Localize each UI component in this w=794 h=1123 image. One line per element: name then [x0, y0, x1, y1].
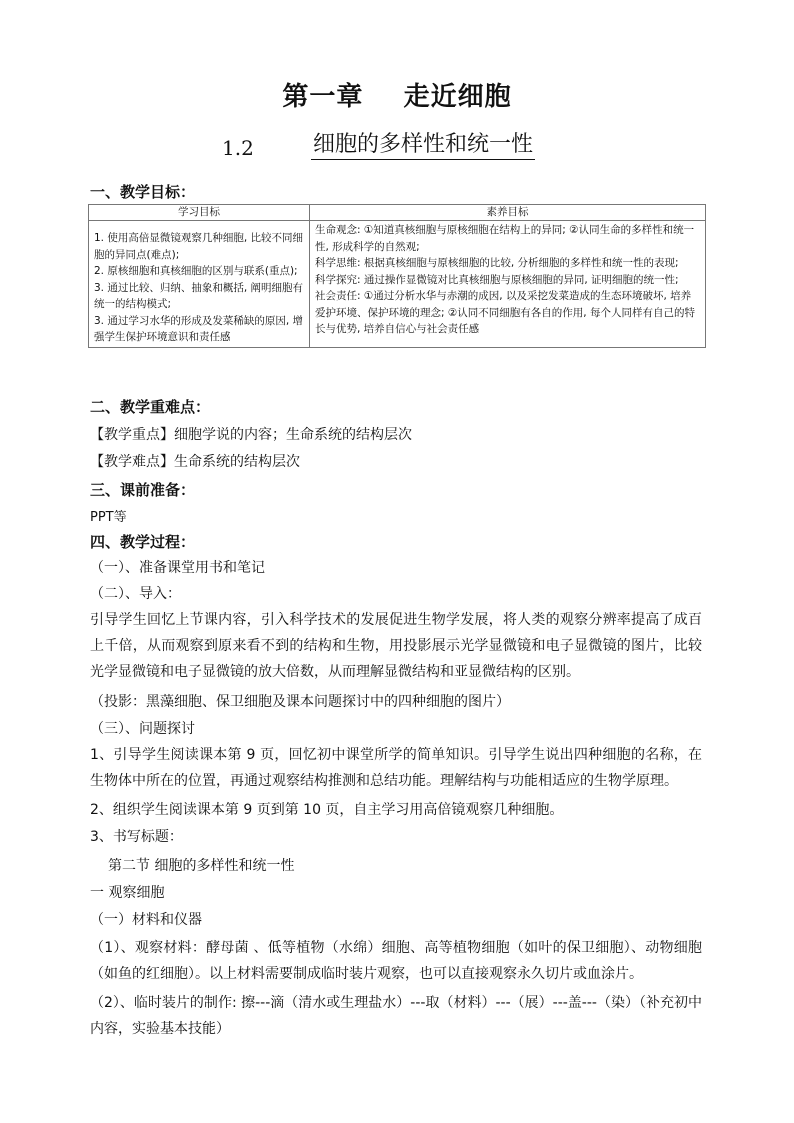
learning-goal-item: 1. 使用高倍显微镜观察几种细胞, 比较不同细胞的异同点(难点); — [94, 232, 304, 261]
list-item: 3、书写标题： — [90, 829, 183, 845]
literacy-goals-cell — [310, 221, 706, 348]
slide-preparation-paragraph: （2）、临时装片的制作: 擦---滴（清水或生理盐水）---取（材料）---（展）---盖---（染）（补充初中内容，实验基本技能） — [90, 995, 702, 1037]
list-item: 1、引导学生阅读课本第 9 页，回忆初中课堂所学的简单知识。引导学生说出四种细胞的名称，在生物体中所在的位置，再通过观察结构推测和总结功能。理解结构与功能相适应的生物学原理。 — [90, 747, 702, 789]
literacy-goal-item: 科学探究: 通过操作显微镜对比真核细胞与原核细胞的异同, 证明细胞的统一性; — [315, 273, 679, 286]
goals-table — [88, 204, 706, 348]
section-number: 1.2 — [222, 136, 254, 160]
literacy-goal-item: 社会责任: ①通过分析水华与赤潮的成因, 以及采挖发菜造成的生态环境破坏, 培养爱护环境、保护环境的理念; ②认同不同细胞有各自的作用, 每个人同样有自己的特长与优势, 培养自信心与社会责任感 — [315, 290, 695, 335]
literacy-goal-item: 科学思维: 根据真核细胞与原核细胞的比较, 分析细胞的多样性和统一性的表现; — [315, 257, 679, 269]
difficult-point: 【教学难点】生命系统的结构层次 — [90, 454, 300, 470]
teaching-goals-heading: 一、教学目标： — [90, 183, 196, 201]
intro-paragraph: 引导学生回忆上节课内容，引入科学技术的发展促进生物学发展，将人类的观察分辨率提高了成百上千倍，从而观察到原来看不到的结构和生物，用投影展示光学显微镜和电子显微镜的图片，比较光学显微镜和电子显微镜的放大倍数，从而理解显微结构和亚显微结构的区别。 — [90, 612, 702, 680]
learning-goals-cell — [89, 221, 310, 348]
lesson-subtitle: 第二节 细胞的多样性和统一性 — [108, 858, 295, 874]
goals-table-body-row — [89, 221, 706, 348]
step-one: （一）、准备课堂用书和笔记 — [90, 560, 265, 576]
learning-goal-item: 2. 原核细胞和真核细胞的区别与联系(重点); — [94, 265, 298, 277]
step-three: （三）、问题探讨 — [90, 721, 195, 737]
materials-heading: （一）材料和仪器 — [90, 912, 202, 928]
goals-table-header-row — [89, 205, 706, 221]
learning-goal-item: 3. 通过学习水华的形成及发菜稀缺的原因, 增强学生保护环境意识和责任感 — [94, 314, 304, 343]
list-item: 2、组织学生阅读课本第 9 页到第 10 页，自主学习用高倍镜观察几种细胞。 — [90, 802, 564, 818]
section-title: 细胞的多样性和统一性 — [311, 132, 535, 160]
materials-paragraph: （1）、观察材料：酵母菌 、低等植物（水绵）细胞、高等植物细胞（如叶的保卫细胞）、动物细胞（如鱼的红细胞）。以上材料需要制成临时装片观察，也可以直接观察永久切片或血涂片。 — [90, 940, 702, 982]
step-two: （二）、导入： — [90, 586, 181, 602]
learning-goals-header: 学习目标 — [89, 205, 310, 221]
key-point: 【教学重点】细胞学说的内容；生命系统的结构层次 — [90, 427, 412, 443]
literacy-goals-header: 素养目标 — [310, 205, 706, 221]
projection-note: （投影：黑藻细胞、保卫细胞及课本问题探讨中的四种细胞的图片） — [90, 694, 510, 710]
observe-heading: 一 观察细胞 — [90, 885, 165, 901]
learning-goal-item: 3. 通过比较、归纳、抽象和概括, 阐明细胞有统一的结构模式; — [94, 281, 304, 310]
literacy-goal-item: 生命观念: ①知道真核细胞与原核细胞在结构上的异同; ②认同生命的多样性和统一性, 形成科学的自然观; — [315, 224, 695, 253]
preparation-heading: 三、课前准备： — [90, 481, 196, 499]
key-difficulties-heading: 二、教学重难点： — [90, 398, 211, 416]
chapter-title: 第一章 走近细胞 — [282, 82, 512, 112]
preparation-content: PPT等 — [90, 510, 127, 525]
process-heading: 四、教学过程： — [90, 533, 196, 551]
